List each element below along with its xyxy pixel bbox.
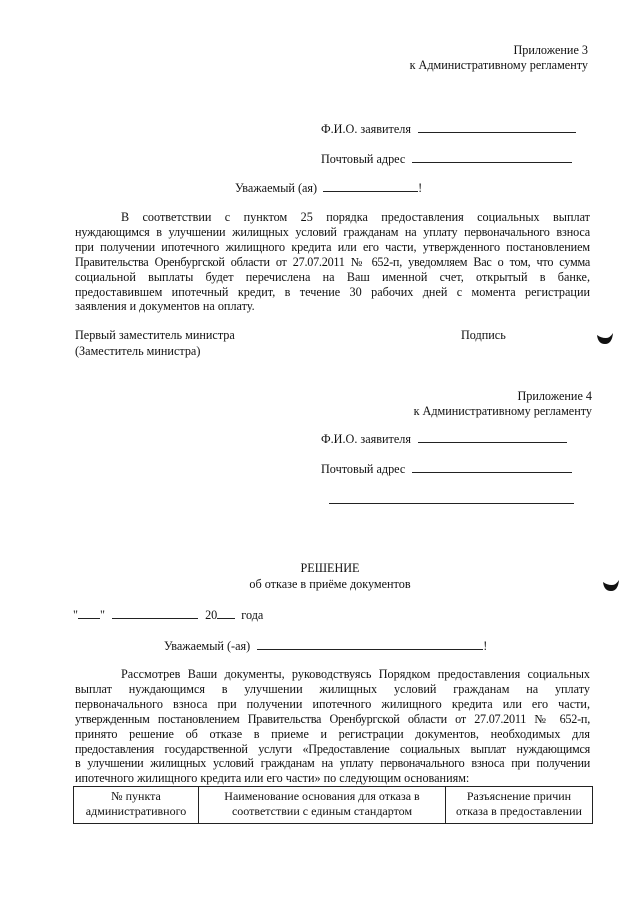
appendix4-greeting (164, 638, 487, 654)
date-row (73, 607, 263, 623)
fio-label: Ф.И.О. заявителя (321, 432, 411, 446)
appendix4-body (75, 667, 590, 786)
body-line: заявления и документов на оплату. (75, 299, 255, 314)
body-line: нуждающимся в улучшении жилищных условий гражданам на уплату первоначального взноса (75, 224, 590, 239)
greeting-blank (323, 180, 418, 192)
body-line: В соответствии с пунктом 25 порядка предоставления социальных выплат (121, 210, 590, 224)
signature-label: Подпись (461, 328, 506, 342)
body-line: предоставившем ипотечный кредит, в течение 30 рабочих дней с момента регистрации (75, 284, 590, 299)
appendix4-address-row (321, 461, 572, 477)
appendix3-address-row (321, 151, 572, 167)
appendix4-title-line2: к Административному регламенту (413, 404, 592, 418)
table-header-cell (74, 787, 199, 824)
appendix3-fio-row (321, 121, 576, 137)
greeting-label: Уважаемый (ая) (235, 181, 318, 195)
body-line: предоставления государственной услуги «Предоставление социальных выплат нуждающимся (75, 741, 590, 756)
address-label: Почтовый адрес (321, 462, 406, 476)
header-text: соответствии с единым стандартом (231, 804, 413, 818)
appendix4-fio-row (321, 431, 567, 447)
date-year-suffix: года (241, 608, 264, 622)
appendix3-title-line1: Приложение 3 (513, 43, 588, 57)
header-text: административного (85, 804, 187, 818)
table-header-row (74, 787, 593, 824)
date-day-blank (78, 607, 100, 619)
body-line: принято решение об отказе в приеме и регистрации документов, необходимых для (75, 726, 590, 741)
appendix3-title-line2: к Административному регламенту (409, 58, 588, 72)
address-blank (412, 151, 572, 163)
punch-mark-icon (596, 331, 614, 345)
signer-line1: Первый заместитель министра (75, 328, 235, 342)
date-month-blank (112, 607, 198, 619)
decision-title: РЕШЕНИЕ (300, 561, 360, 575)
header-text: Разъяснение причин (466, 789, 572, 803)
greeting-blank (257, 638, 483, 650)
body-line: ипотечного жилищного кредита или его части» по следующим основаниям: (75, 771, 470, 786)
fio-blank (418, 431, 567, 443)
appendix3-greeting (235, 180, 422, 196)
date-year-prefix: 20 (205, 608, 218, 622)
fio-label: Ф.И.О. заявителя (321, 122, 411, 136)
greeting-label: Уважаемый (-ая) (164, 639, 251, 653)
body-line: первоначального взноса при получении ипотечного жилищного кредита или его части, (75, 696, 590, 711)
appendix4-title-line1: Приложение 4 (517, 389, 592, 403)
extra-address-line (329, 492, 574, 504)
table-header-cell (199, 787, 446, 824)
address-label: Почтовый адрес (321, 152, 406, 166)
header-text: отказа в предоставлении (456, 804, 582, 818)
grounds-table (73, 786, 593, 824)
date-quote-open: " (73, 608, 78, 622)
body-line: утвержденным постановлением Правительства Оренбургской области от 27.07.2011 № 652-п, (75, 711, 590, 726)
greeting-exclaim: ! (418, 181, 423, 195)
header-text: № пункта (111, 789, 161, 803)
table-header-cell (446, 787, 593, 824)
body-line: социальной выплаты будет перечислена на Ваш именной счет, открытый в банке, (75, 269, 590, 284)
date-year-blank (217, 607, 235, 619)
greeting-exclaim: ! (483, 639, 488, 653)
body-line: Рассмотрев Ваши документы, руководствуясь Порядком предоставления социальных (121, 667, 590, 681)
fio-blank (418, 121, 576, 133)
address-blank (412, 461, 572, 473)
appendix3-body (75, 210, 590, 314)
decision-subtitle: об отказе в приёме документов (249, 577, 411, 591)
header-text: Наименование основания для отказа в (224, 789, 420, 803)
body-line: выплат нуждающимся в улучшении жилищных условий гражданам на уплату (75, 681, 590, 696)
body-line: при получении ипотечного жилищного кредита или его части, утвержденного постановлением (75, 239, 590, 254)
body-line: в улучшении жилищных условий гражданам на уплату первоначального взноса при получении (75, 756, 590, 771)
body-line: Правительства Оренбургской области от 27.07.2011 № 652-п, уведомляем Вас о том, что сумма (75, 254, 590, 269)
date-quote-close: " (99, 608, 105, 622)
signer-line2: (Заместитель министра) (75, 344, 201, 358)
